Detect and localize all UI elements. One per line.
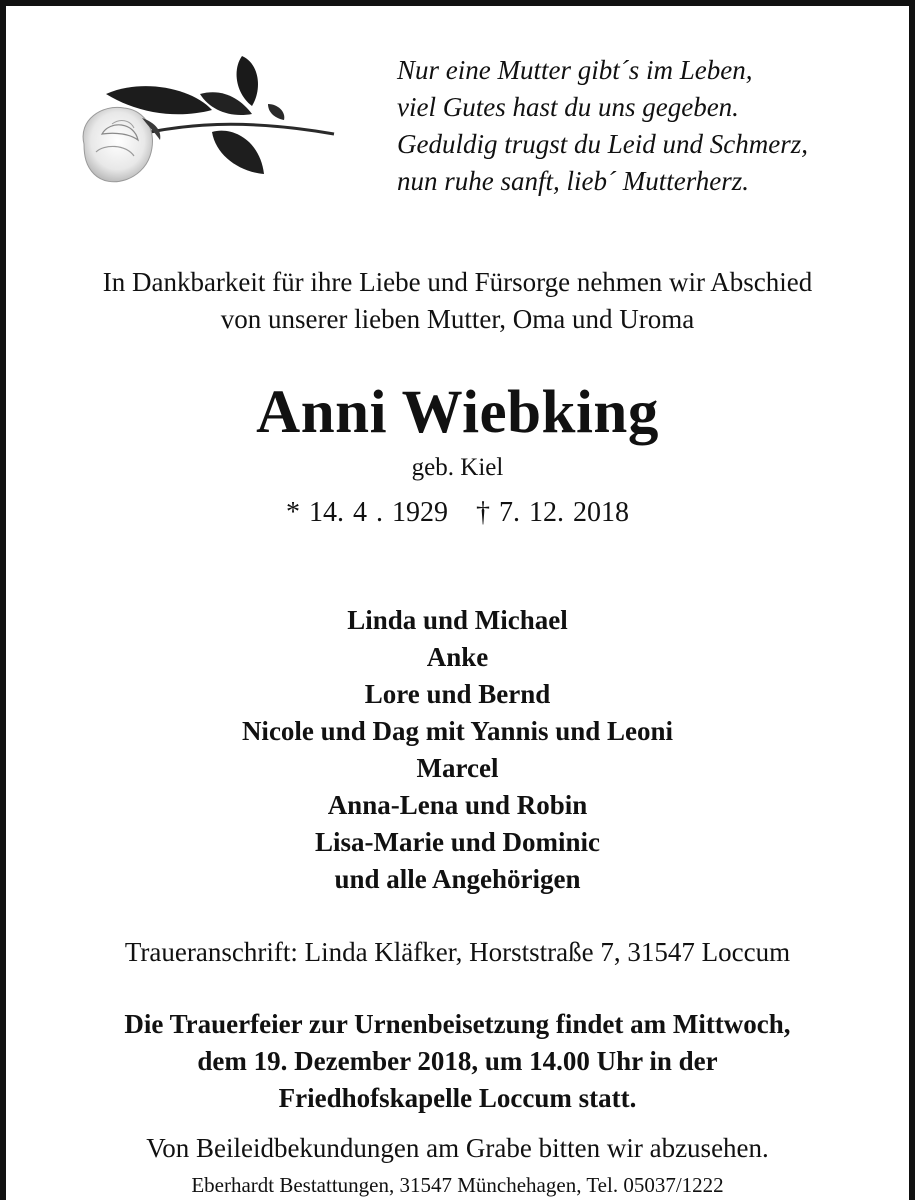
deceased-name: Anni Wiebking — [256, 379, 659, 446]
mourners-list — [6, 602, 909, 898]
service-line: Die Trauerfeier zur Urnenbeisetzung findet am Mittwoch, — [124, 1009, 791, 1039]
intro-line: von unserer lieben Mutter, Oma und Uroma — [220, 304, 695, 334]
mourner-line: Anke — [426, 642, 489, 672]
mourner-line: Marcel — [416, 753, 499, 783]
service-notice — [6, 1006, 909, 1117]
mourner-line: und alle Angehörigen — [334, 864, 581, 894]
mourner-line: Lore und Bernd — [364, 679, 551, 709]
intro-line: In Dankbarkeit für ihre Liebe und Fürsorge nehmen wir Abschied — [102, 267, 813, 297]
mourner-line: Lisa-Marie und Dominic — [314, 827, 600, 857]
service-line: dem 19. Dezember 2018, um 14.00 Uhr in der — [197, 1046, 718, 1076]
rose-icon — [72, 48, 342, 196]
mourning-address: Traueranschrift: Linda Kläfker, Horststraße 7, 31547 Loccum — [124, 937, 791, 967]
mourner-line: Nicole und Dag mit Yannis und Leoni — [241, 716, 674, 746]
poem — [397, 52, 902, 200]
birth-name: geb. Kiel — [411, 454, 504, 481]
birth-date: * 14. 4 . 1929 — [286, 497, 448, 528]
poem-line: nun ruhe sanft, lieb´ Mutterherz. — [397, 166, 749, 196]
service-line: Friedhofskapelle Loccum statt. — [278, 1083, 637, 1113]
death-date: † 7. 12. 2018 — [476, 497, 629, 528]
mourner-line: Linda und Michael — [347, 605, 568, 635]
mourner-line: Anna-Lena und Robin — [327, 790, 588, 820]
funeral-home-footer: Eberhardt Bestattungen, 31547 Münchehagen, Tel. 05037/1222 — [191, 1173, 724, 1197]
poem-line: Nur eine Mutter gibt´s im Leben, — [397, 55, 753, 85]
life-dates — [6, 494, 909, 532]
condolence-request: Von Beileidbekundungen am Grabe bitten wir abzusehen. — [146, 1133, 769, 1163]
poem-line: Geduldig trugst du Leid und Schmerz, — [397, 129, 808, 159]
poem-line: viel Gutes hast du uns gegeben. — [397, 92, 739, 122]
intro-text — [6, 264, 909, 338]
